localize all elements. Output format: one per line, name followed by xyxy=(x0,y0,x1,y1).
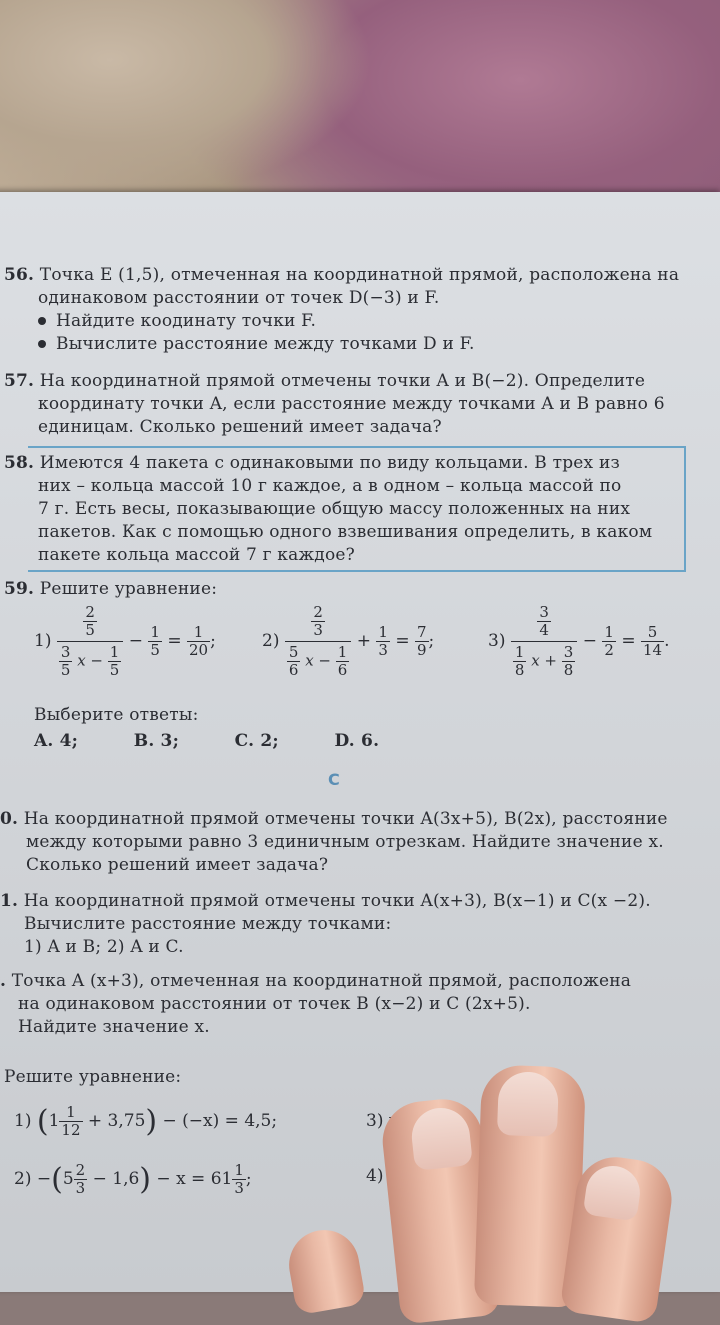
equation-2: 2) $\frac{2}{3}$ $\frac{5}{6}$ x − $\frac{1}{6}$ + $\frac{1}{3}$ = $\frac{7}{9}$ ; xyxy=(262,603,435,679)
problem-number: 58. xyxy=(4,453,35,473)
equation-label: 1) xyxy=(34,631,52,651)
problem-number: 0. xyxy=(0,809,19,829)
equation-label: 3) xyxy=(488,631,506,651)
fraction: $\frac{7}{9}$ xyxy=(416,623,427,659)
equation-label: 1) xyxy=(14,1111,32,1131)
problem-text-line: Вычислите расстояние между точками: xyxy=(24,914,392,934)
fabric-background xyxy=(0,0,720,215)
bullet-text: Найдите коодинату точки F. xyxy=(56,311,317,331)
problem-text-line: них – кольца массой 10 г каждое, а в одном – кольца массой по xyxy=(38,476,622,496)
problem-number: 56. xyxy=(4,265,35,285)
problem-text-line: Имеются 4 пакета с одинаковыми по виду кольцами. В трех из xyxy=(39,453,620,473)
fraction: $\frac{1}{20}$ xyxy=(188,623,209,659)
problem-60 xyxy=(0,808,668,877)
problem-text-line: единицам. Сколько решений имеет задача? xyxy=(38,417,442,437)
answer-a: A. 4; xyxy=(34,731,79,751)
problem-62 xyxy=(0,970,631,1039)
fraction: $\frac{1}{5}$ xyxy=(150,623,160,659)
problem-text-line: 1) A и B; 2) A и C. xyxy=(24,937,184,957)
fraction: $\frac{2}{3}$ xyxy=(75,1161,86,1197)
problem-text-line: Точка A (x+3), отмеченная на координатной прямой, расположена xyxy=(11,971,632,991)
equation-1: 1) $\frac{2}{5}$ $\frac{3}{5}$ x − $\frac{1}{5}$ − $\frac{1}{5}$ = $\frac{1}{20}$ ; xyxy=(34,603,216,679)
complex-fraction: $\frac{2}{3}$ $\frac{5}{6}$ x − $\frac{1}{6}$ xyxy=(285,604,351,679)
fraction: $\frac{1}{8}$ xyxy=(514,643,525,679)
equation-63-2: 2) −(5 $\frac{2}{3}$ − 1,6) − x = 61 $\frac{1}{3}$ ; xyxy=(14,1161,252,1197)
fraction: $\frac{1}{3}$ xyxy=(234,1161,244,1197)
problem-text-line: Найдите значение x. xyxy=(18,1017,210,1037)
problem-text-line: На координатной прямой отмечены точки A и B(−2). Определите xyxy=(39,371,646,391)
problem-text-line: На координатной прямой отмечены точки A(3x+5), B(2x), расстояние xyxy=(23,809,668,829)
problem-text-line: Точка E (1,5), отмеченная на координатной прямой, расположена на xyxy=(39,265,680,285)
bullet-icon xyxy=(38,340,46,348)
problem-text-line: 7 г. Есть весы, показывающие общую массу положенных на них xyxy=(38,499,631,519)
complex-fraction: $\frac{3}{4}$ $\frac{1}{8}$ x + $\frac{3}{8}$ xyxy=(511,604,577,679)
fraction: $\frac{1}{6}$ xyxy=(337,643,348,679)
problem-59-title xyxy=(4,578,217,601)
problem-text-line: на одинаковом расстоянии от точек B (x−2) и C (2x+5). xyxy=(18,994,531,1014)
fraction: $\frac{1}{12}$ xyxy=(61,1103,81,1139)
problem-text-line: одинаковом расстоянии от точек D(−3) и F. xyxy=(38,288,440,308)
answer-d: D. 6. xyxy=(334,731,380,751)
problem-63-title: Решите уравнение: xyxy=(4,1067,182,1087)
equation-label: 3) xyxy=(366,1111,384,1131)
bullet-icon xyxy=(38,317,46,325)
problem-56 xyxy=(4,264,679,356)
fraction: $\frac{3}{8}$ xyxy=(563,643,574,679)
section-letter: C xyxy=(328,770,340,789)
problem-number: 1. xyxy=(0,891,19,911)
fraction: $\frac{1}{5}$ xyxy=(109,643,120,679)
problem-number: 59. xyxy=(4,579,35,599)
problem-text-line: На координатной прямой отмечены точки A(x+3), B(x−1) и C(x −2). xyxy=(23,891,651,911)
problem-text-line: Сколько решений имеет задача? xyxy=(26,855,329,875)
fraction: $\frac{2}{3}$ xyxy=(313,603,323,639)
fraction: $\frac{2}{5}$ xyxy=(85,603,95,639)
fraction: $\frac{5}{6}$ xyxy=(288,643,299,679)
problem-61 xyxy=(0,890,651,959)
fraction: $\frac{1}{2}$ xyxy=(604,623,614,659)
problem-number: 57. xyxy=(4,371,35,391)
choose-answers-label: Выберите ответы: xyxy=(34,705,199,725)
answer-b: B. 3; xyxy=(133,731,180,751)
answer-c: C. 2; xyxy=(234,731,279,751)
problem-text-line: координату точки A, если расстояние между точками A и B равно 6 xyxy=(38,394,665,414)
problem-text-line: пакетов. Как с помощью одного взвешивания определить, в каком xyxy=(38,522,653,542)
problem-58 xyxy=(4,452,652,567)
problem-57 xyxy=(4,370,665,439)
equation-label: 2) xyxy=(14,1169,32,1189)
problem-number: . xyxy=(0,971,7,991)
fraction: $\frac{3}{4}$ xyxy=(539,603,549,639)
problem-text-line: пакете кольца массой 7 г каждое? xyxy=(38,545,355,565)
equation-label: 2) xyxy=(262,631,280,651)
answer-options xyxy=(34,730,429,753)
equation-63-4: 4) xyxy=(366,1166,384,1186)
fraction: $\frac{1}{3}$ xyxy=(378,623,388,659)
problem-title: Решите уравнение: xyxy=(39,579,218,599)
equation-3: 3) $\frac{3}{4}$ $\frac{1}{8}$ x + $\frac{3}{8}$ − $\frac{1}{2}$ = $\frac{5}{14}$ . xyxy=(488,603,670,679)
bullet-text: Вычислите расстояние между точками D и F. xyxy=(56,334,475,354)
fraction: $\frac{5}{14}$ xyxy=(642,623,663,659)
problem-text-line: между которыми равно 3 единичным отрезкам. Найдите значение x. xyxy=(26,832,664,852)
equation-63-1: 1) (1 $\frac{1}{12}$ + 3,75) − (−x) = 4,5; xyxy=(14,1103,278,1139)
complex-fraction: $\frac{2}{5}$ $\frac{3}{5}$ x − $\frac{1}{5}$ xyxy=(57,604,123,679)
fraction: $\frac{3}{5}$ xyxy=(60,643,71,679)
